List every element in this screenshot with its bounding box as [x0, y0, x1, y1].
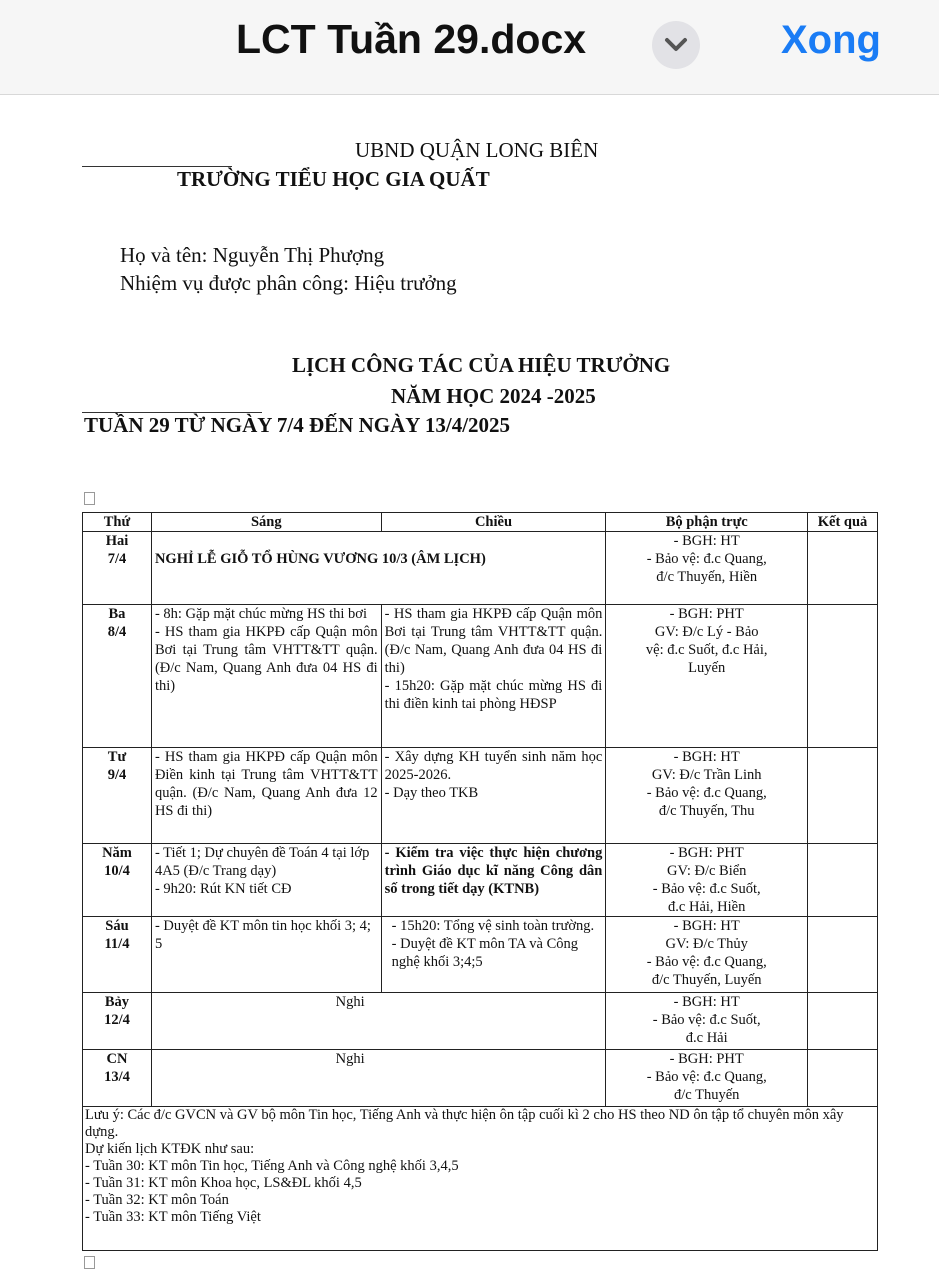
- result-cell: [808, 917, 878, 993]
- morning-cell: - Tiết 1; Dự chuyên đề Toán 4 tại lớp 4A5 (Đ/c Trang dạy) - 9h20: Rút KN tiết CĐ: [151, 844, 381, 917]
- school-name: TRƯỜNG TIỂU HỌC GIA QUẤT: [177, 167, 490, 191]
- schedule-table: [82, 512, 878, 1251]
- note-line: Lưu ý: Các đ/c GVCN và GV bộ môn Tin học, Tiếng Anh và thực hiện ôn tập cuối kì 2 cho HS theo ND ôn tập tổ chuyên môn xây dựng.: [85, 1107, 844, 1140]
- day-cell: Tư 9/4: [83, 748, 152, 844]
- morning-cell: - Duyệt đề KT môn tin học khối 3; 4; 5: [151, 917, 381, 993]
- day-cell: CN 13/4: [83, 1050, 152, 1107]
- merged-cell: Nghi: [151, 993, 605, 1050]
- authority-name: UBND QUẬN LONG BIÊN: [355, 138, 599, 162]
- afternoon-cell: - 15h20: Tổng vệ sinh toàn trường. - Duyệt đề KT môn TA và Công nghệ khối 3;4;5: [381, 917, 606, 993]
- result-cell: [808, 532, 878, 605]
- table-row: [83, 748, 878, 844]
- day-cell: Bảy 12/4: [83, 993, 152, 1050]
- result-cell: [808, 748, 878, 844]
- duty-cell: - BGH: PHT GV: Đ/c Lý - Bảo vệ: đ.c Suốt, đ.c Hải, Luyến: [606, 605, 808, 748]
- table-row: [83, 917, 878, 993]
- note-line: - Tuần 30: KT môn Tin học, Tiếng Anh và Công nghệ khối 3,4,5: [85, 1158, 459, 1174]
- table-row: [83, 993, 878, 1050]
- result-cell: [808, 605, 878, 748]
- day-cell: Sáu 11/4: [83, 917, 152, 993]
- paragraph-mark: [84, 492, 95, 505]
- morning-cell: - 8h: Gặp mặt chúc mừng HS thi bơi - HS tham gia HKPĐ cấp Quận môn Bơi tại Trung tâm VHTT&TT quận. (Đ/c Nam, Quang Anh đưa 04 HS đi thi): [151, 605, 381, 748]
- table-row: [83, 844, 878, 917]
- paragraph-mark: [84, 1256, 95, 1269]
- day-cell: Năm 10/4: [83, 844, 152, 917]
- column-header: Sáng: [151, 513, 381, 532]
- person-duty: Nhiệm vụ được phân công: Hiệu trưởng: [120, 271, 457, 295]
- duty-cell: - BGH: HT GV: Đ/c Trần Linh - Bảo vệ: đ.c Quang, đ/c Thuyến, Thu: [606, 748, 808, 844]
- document-toolbar: [0, 0, 939, 95]
- note-line: - Tuần 33: KT môn Tiếng Việt: [85, 1209, 261, 1225]
- week-range: TUẦN 29 TỪ NGÀY 7/4 ĐẾN NGÀY 13/4/2025: [84, 413, 511, 437]
- done-button[interactable]: Xong: [781, 18, 881, 62]
- table-row: [83, 1050, 878, 1107]
- chevron-down-icon: [664, 35, 688, 55]
- document-title: LCT Tuần 29.docx: [236, 16, 587, 62]
- column-header: Kết quả: [808, 513, 878, 532]
- column-header: Chiều: [381, 513, 606, 532]
- note-line: - Tuần 31: KT môn Khoa học, LS&ĐL khối 4,5: [85, 1175, 362, 1191]
- school-year: NĂM HỌC 2024 -2025: [391, 384, 596, 408]
- document-heading: LỊCH CÔNG TÁC CỦA HIỆU TRƯỞNG: [292, 353, 671, 377]
- result-cell: [808, 993, 878, 1050]
- person-name: Họ và tên: Nguyễn Thị Phượng: [120, 243, 385, 267]
- notes-row: [83, 1107, 878, 1251]
- duty-cell: - BGH: HT - Bảo vệ: đ.c Suốt, đ.c Hải: [606, 993, 808, 1050]
- day-cell: Hai 7/4: [83, 532, 152, 605]
- day-cell: Ba 8/4: [83, 605, 152, 748]
- column-header: Thứ: [83, 513, 152, 532]
- column-header: Bộ phận trực: [606, 513, 808, 532]
- duty-cell: - BGH: PHT GV: Đ/c Biển - Bảo vệ: đ.c Suốt, đ.c Hải, Hiền: [606, 844, 808, 917]
- afternoon-cell: - Kiểm tra việc thực hiện chương trình Giáo dục kĩ năng Công dân số trong tiết dạy (KTNB): [381, 844, 606, 917]
- note-line: Dự kiến lịch KTĐK như sau:: [85, 1141, 255, 1157]
- merged-cell: Nghi: [151, 1050, 605, 1107]
- table-row: [83, 605, 878, 748]
- title-menu-button[interactable]: [652, 21, 700, 69]
- result-cell: [808, 1050, 878, 1107]
- table-row: [83, 532, 878, 605]
- afternoon-cell: - HS tham gia HKPĐ cấp Quận môn Bơi tại Trung tâm VHTT&TT quận. (Đ/c Nam, Quang Anh đưa 04 HS đi thi) - 15h20: Gặp mặt chúc mừng HS đi thi điền kinh tai phòng HĐSP: [381, 605, 606, 748]
- result-cell: [808, 844, 878, 917]
- afternoon-cell: - Xây dựng KH tuyển sinh năm học 2025-2026. - Dạy theo TKB: [381, 748, 606, 844]
- merged-cell: NGHỈ LỄ GIỖ TỔ HÙNG VƯƠNG 10/3 (ÂM LỊCH): [151, 532, 605, 605]
- morning-cell: - HS tham gia HKPĐ cấp Quận môn Điền kinh tại Trung tâm VHTT&TT quận. (Đ/c Nam, Quang Anh đưa 12 HS đi thi): [151, 748, 381, 844]
- note-line: - Tuần 32: KT môn Toán: [85, 1192, 229, 1208]
- duty-cell: - BGH: PHT - Bảo vệ: đ.c Quang, đ/c Thuyến: [606, 1050, 808, 1107]
- duty-cell: - BGH: HT - Bảo vệ: đ.c Quang, đ/c Thuyến, Hiền: [606, 532, 808, 605]
- table-header-row: [83, 513, 878, 532]
- duty-cell: - BGH: HT GV: Đ/c Thủy - Bảo vệ: đ.c Quang, đ/c Thuyến, Luyến: [606, 917, 808, 993]
- notes-cell: [83, 1107, 878, 1251]
